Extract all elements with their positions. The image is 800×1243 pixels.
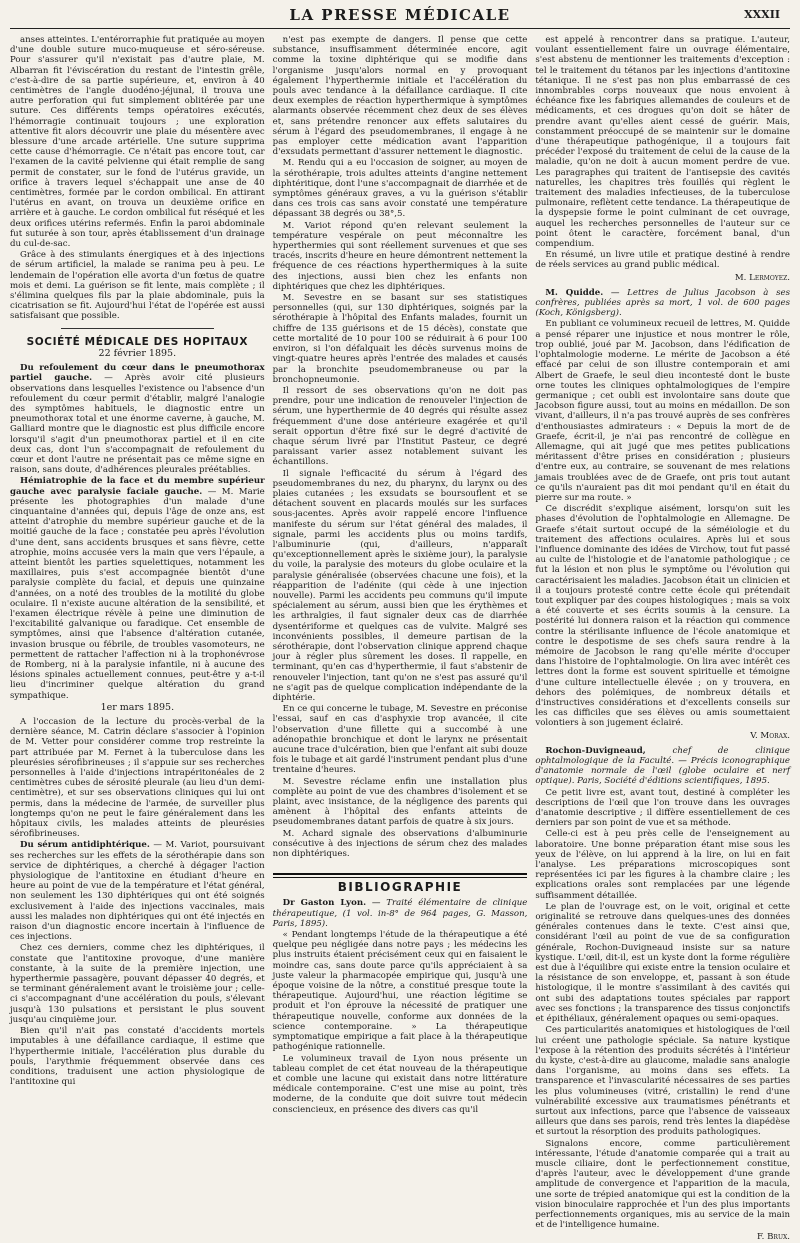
session-date: 22 février 1895. bbox=[98, 347, 177, 359]
subsection-title: Hémiatrophie de la face et du membre supérieur gauche avec paralysie faciale gauche. bbox=[10, 476, 265, 497]
paragraph: En ce qui concerne le tubage, M. Sevestre en préconise l'essai, sauf en cas d'asphyxie trop avancée, il cite l'observation d'une fillette qui a succombé à une adénopathie bronchique et dont le larynx ne présentait aucune trace d'ulcération, bien que l'enfant ait subi douze fois le tubage et ait gardé l'instrument pendant plus d'une trentaine d'heures. bbox=[272, 704, 528, 776]
paragraph: est appelé à rencontrer dans sa pratique. L'auteur, voulant essentiellement faire un ouvrage élémentaire, s'est abstenu de mentionner les traitements d'exception : tel le traitement du tétanos par les injections d'antitoxine tétanique. Il ne s'est pas non plus embarrassé de ces innombrables corps nouveaux que nous envoient à échéance fixe les fabriques allemandes de couleurs et de médicaments, et ces drogues qu'on doit se hâter de prendre avant qu'elles aient cessé de guérir. Mais, constamment préoccupé de se maintenir sur le domaine d'une thérapeutique pathogénique, il a toujours fait précéder l'exposé du traitement de celui de la cause de la maladie, qu'on ne doit à aucun moment perdre de vue. Les paragraphes qui traitent de l'antisepsie des cavités naturelles, les chapitres très fouillés qui règlent le traitement des maladies infectieuses, de la tuberculose pulmonaire, reflètent cette tendance. La thérapeutique de la dyspepsie forme le point culminant de cet ouvrage, auquel les recherches personnelles de l'auteur sur ce point ôtent le caractère, forcément banal, d'un compendium. bbox=[535, 35, 791, 250]
signature: V. Morax. bbox=[750, 730, 791, 741]
section-title: SOCIÉTÉ MÉDICALE DES HOPITAUX bbox=[26, 335, 249, 348]
paragraph: Signalons encore, comme particulièrement intéressante, l'étude d'anatomie comparée qui a trait au muscle ciliaire, dont le perfectionnement constitue, d'après l'auteur, avec le développement d'une grande amplitude de convergence et l'apparition de la macula, une sorte de trépied anatomique qui est la condition de la vision binoculaire rapprochée et l'un des plus importants perfectionnements organiques, mis au service de la main et de l'intelligence humaine. bbox=[535, 1138, 791, 1231]
signature: M. Lermoyez. bbox=[734, 272, 791, 283]
columns bbox=[10, 29, 791, 1243]
entry-author: M. Quidde. bbox=[545, 287, 604, 298]
paragraph: M. Sevestre en se basant sur ses statistiques personnelles (qui, sur 130 diphtériques, soignés par la sérothérapie à l'hôpital des Enfants malades, fournit un chiffre de 135 guérisons et de 15 décès), constate que cette mortalité de 10 pour 100 se réduirait à 6 pour 100 environ, si l'on défalquait les décès survenus moins de vingt-quatre heures après l'entrée des malades et causés par la bronchite pseudomembraneuse ou par la bronchopneumonie. bbox=[272, 293, 528, 385]
signature: F. Brux. bbox=[757, 1232, 791, 1243]
paragraph: A l'occasion de la lecture du procès-verbal de la dernière séance, M. Catrin déclare s'associer à l'opinion de M. Vetter pour considérer comme trop restreinte la part attribuée par M. Fernet à la tuberculose dans les pleurésies sérofibrineuses ; il s'appuie sur ses recherches personnelles à l'aide d'injections intrapéritonéales de 2 centimètres cubes de sérosité pleurale (au lieu d'un demi-centimètre), et sur ses observations cliniques qui lui ont permis, dans la médecine de l'armée, de surveiller plus longtemps qu'on ne peut le faire généralement dans les hôpitaux civils, les malades atteints de pleurésies sérofibrineuses. bbox=[10, 717, 265, 840]
paragraph: En publiant ce volumineux recueil de lettres, M. Quidde a pensé réparer une injustice et nous montrer le rôle, trop oublié, joué par M. Jacobson, dans l'édification de l'ophtalmologie moderne. Le mérite de Jacobson a été effacé par celui de son illustre contemporain et ami Albert de Graefe, le seul dieu incontesté dont le buste orne toutes les cliniques ophtalmologiques de l'empire germanique ; cet oubli est involontaire sans doute que Jacobson figure aussi, tout au moins en médaillon. De son vivant, d'ailleurs, il n'a pas trouvé auprès de ses confrères d'enthousiastes admirateurs : « Depuis la mort de de Graefe, écrit-il, je n'ai pas rencontré de collègue en Allemagne, qui ait jugé que mes petites publications méritassent d'être prises en considération ; plusieurs d'entre eux, au contraire, se souvenant de mes relations jamais troublées avec de de Graefe, ont pris tout autant ce qu'ils n'auraient pas dit moi pendant qu'il en était du pierre sur ma route. » bbox=[535, 319, 791, 503]
subsection-text: — M. Marie présente les photographies d'un malade d'une cinquantaine d'années qui, depuis l'âge de onze ans, est atteint d'atrophie du membre supérieur gauche et de la moitié gauche de la face ; constatée peu après l'évolution d'une dent, sans accidents brusques et sans fièvre, cette atrophie, moins accusée vers la main que vers l'épaule, a atteint bientôt les parties squelettiques, notamment les maxillaires, puis s'est accompagnée bientôt d'une paralysie complète du facial, et depuis une quinzaine d'années, on a noté des troubles de la motilité du globe oculaire. Il n'existe aucune altération de la sensibilité, et l'examen électrique révèle à peine une diminution de l'excitabilité galvanique ou faradique. Cet ensemble de symptômes, ainsi que l'absence d'altération cutanée, invasion brusque ou fébrile, de troubles vasomoteurs, ne permettent de rattacher l'affection ni à la trophonévrose de Romberg, ni à la paralysie infantile, ni à aucune des lésions spinales actuellement connues, peut-être y a-t-il lieu d'incriminer quelque altération du grand sympathique. bbox=[10, 486, 265, 701]
paragraph bbox=[10, 840, 265, 942]
subsection-title: Du refoulement du cœur dans le pneumothorax partiel gauche. bbox=[10, 363, 265, 384]
section-divider bbox=[273, 873, 528, 878]
session-date: 1er mars 1895. bbox=[100, 701, 175, 713]
journal-title: LA PRESSE MÉDICALE bbox=[289, 6, 511, 24]
bibliography-title: BIBLIOGRAPHIE bbox=[337, 880, 463, 895]
entry-author: Rochon-Duvigneaud, bbox=[545, 745, 646, 756]
column-3 bbox=[535, 35, 791, 1243]
bibliography-entry bbox=[535, 288, 790, 319]
paragraph: anses atteintes. L'entérorraphie fut pratiquée au moyen d'une double suture muco-muqueuse et séro-séreuse. Pour s'assurer qu'il n'existait pas d'autre plaie, M. Albarran fit l'éviscération du restant de l'intestin grêle, c'est-à-dire de sa partie supérieure, et, environ à 40 centimètres de l'angle duodéno-jéjunal, il trouva une autre perforation qui fut simplement oblitérée par une suture. Ces différents temps opératoires exécutés, l'hémorragie continuait toujours ; une exploration attentive fit alors découvrir une plaie du mésentère avec blessure d'une arcade artérielle. Une suture supprima cette cause d'hémorragie. Ce n'était pas encore tout, car l'examen de la cavité pelvienne qui était remplie de sang permit de constater, sur le fond de l'utérus gravide, un orifice à travers lequel s'échappait une anse de 40 centimètres, formée par le cordon ombilical. En attirant l'utérus en avant, on trouva un deuxième orifice en arrière et à gauche. Le cordon ombilical fut réséqué et les deux orifices utérins refermés. Enfin la paroi abdominale fut suturée à son tour, après établissement d'un drainage du cul-de-sac. bbox=[10, 35, 265, 250]
paragraph: Le volumineux travail de Lyon nous présente un tableau complet de cet état nouveau de la thérapeutique et comble une lacune qui existait dans notre littérature médicale contemporaine. C'est une mise au point, très moderne, de la conduite que doit suivre tout médecin consciencieux, en présence des divers cas qu'il bbox=[272, 1053, 528, 1115]
paragraph: M. Achard signale des observations d'albuminurie consécutive à des injections de sérum chez des malades non diphtériques. bbox=[272, 828, 528, 860]
page-number: XXXII bbox=[744, 8, 780, 21]
paragraph bbox=[10, 363, 265, 475]
paragraph: Il signale l'efficacité du sérum à l'égard des pseudomembranes du nez, du pharynx, du larynx ou des plaies cutanées ; les exsudats se boursouflent et se détachent souvent en placards moulés sur les surfaces sous-jacentes. Après avoir rappelé encore l'influence manifeste du sérum sur l'état général des malades, il signale, parmi les accidents plus ou moins tardifs, l'albuminurie (qui, d'ailleurs, n'apparaît qu'exceptionnellement après le sixième jour), la paralysie du voile, la paralysie des moteurs du globe oculaire et la paralysie généralisée (observées chacune une fois), et la réapparition de l'adénite (qui cède à une injection nouvelle). Parmi les accidents peu communs qu'il impute spécialement au sérum, aussi bien que les érythèmes et les arthralgies, il faut signaler deux cas de diarrhée dysentériforme et quelques cas de vulvite. Malgré ses inconvénients possibles, il demeure partisan de la sérothérapie, dont l'observation clinique apprend chaque jour à régler plus sûrement les doses. Il rappelle, en terminant, qu'en cas d'hyperthermie, il faut s'abstenir de renouveler l'injection, tant qu'on ne s'est pas assuré qu'il ne s'agit pas de quelque complication indépendante de la diphtérie. bbox=[272, 468, 528, 703]
paragraph: « Pendant longtemps l'étude de la thérapeutique a été quelque peu négligée dans notre pays ; les médecins les plus instruits étaient précisément ceux qui en faisaient le moindre cas, sans doute parce qu'ils appréciaient à sa juste valeur la pharmacopée empirique qui, jusqu'à une époque voisine de la nôtre, a constitué presque toute la thérapeutique. Aujourd'hui, une réaction légitime se produit et l'on éprouve la nécessité de pratiquer une thérapeutique nouvelle, conforme aux données de la science contemporaine. » La thérapeutique symptomatique empirique a fait place à la thérapeutique pathogénique rationnelle. bbox=[272, 930, 528, 1053]
divider bbox=[61, 328, 214, 329]
paragraph: Grâce à des stimulants énergiques et à des injections de sérum artificiel, la malade se ranima peu à peu. Le lendemain de l'opération elle avorta d'un fœtus de quatre mois et demi. La guérison se fit lente, mais complète ; il s'élimina quelques fils par la plaie abdominale, puis la cicatrisation se fit. Aujourd'hui l'état de l'opérée est aussi satisfaisant que possible. bbox=[10, 250, 265, 322]
subsection-text: — M. Variot, poursuivant ses recherches sur les effets de la sérothérapie dans son service de diphtériques, a cherché à dégager l'action physiologique de l'antitoxine en étudiant d'heure en heure au point de vue de la température et l'état général, non seulement les 130 diphtériques qui ont été soignés exclusivement à l'aide des injections vaccinales, mais aussi les malades non diphtériques qui ont été injectés en raison d'un diagnostic encore incertain à l'influence de ces injections. bbox=[10, 840, 265, 943]
paragraph: M. Variot répond qu'en relevant seulement la température vespérale on peut méconnaître les hyperthermies qui sont réellement survenues et que ses tracés, inscrits d'heure en heure démontrent nettement la fréquence de ces réactions hyperthermiques à la suite des injections, aussi bien chez les enfants non diphtériques que chez les diphtériques. bbox=[272, 220, 528, 292]
paragraph: M. Sevestre réclame enfin une installation plus complète au point de vue des chambres d'isolement et se plaint, avec insistance, de la négligence des parents qui amènent à l'hôpital des enfants atteints de pseudomembranes datant parfois de quatre à six jours. bbox=[272, 776, 528, 828]
column-1 bbox=[10, 35, 265, 1125]
entry-title: — Traité élémentaire de clinique thérapeutique, (1 vol. in-8° de 964 pages, G. Masson, Paris, 1895). bbox=[272, 898, 528, 929]
bibliography-entry bbox=[535, 746, 790, 787]
paragraph: Bien qu'il n'ait pas constaté d'accidents mortels imputables à une défaillance cardiaque, il estime que l'hyperthermie initiale, l'accélération plus durable du pouls, l'arythmie fréquemment observée dans ces conditions, traduisent une action physiologique de l'antitoxine qui bbox=[10, 1026, 265, 1088]
paragraph bbox=[10, 476, 265, 700]
entry-author: Dr Gaston Lyon. bbox=[282, 898, 367, 909]
paragraph: En résumé, un livre utile et pratique destiné à rendre de réels services au grand public médical. bbox=[535, 250, 791, 271]
bibliography-entry bbox=[273, 898, 528, 929]
paragraph: Ces particularités anatomiques et histologiques de l'œil lui créent une pathologie spéciale. Sa nature kystique l'expose à la rétention des produits sécrétés à l'intérieur du kyste, c'est-à-dire au glaucome, maladie sans analogie dans l'organisme, au moins dans ses effets. La transparence et l'invascularité nécessaires de ses parties les plus volumineuses (vitré, cristallin) le rend d'une vulnérabilité excessive aux traumatismes pénétrants et surtout aux infections, parce que l'absence de vaisseaux ailleurs que dans ses parois, rend très lentes la diapédèse et surtout la résorption des produits pathologiques. bbox=[535, 1025, 791, 1138]
column-2 bbox=[273, 35, 528, 1125]
masthead bbox=[10, 0, 790, 29]
paragraph: Ce petit livre est, avant tout, destiné à compléter les descriptions de l'œil que l'on trouve dans les ouvrages d'anatomie descriptive ; il diffère essentiellement de ces derniers par son point de vue et sa méthode. bbox=[535, 787, 791, 829]
paragraph: n'est pas exempte de dangers. Il pense que cette substance, insuffisamment déterminée encore, agit comme la toxine diphtérique qui se modifie dans l'organisme jusqu'alors normal en y provoquant également l'hyperthermie initiale et l'accélération du pouls avec tendance à la défaillance cardiaque. Il cite deux exemples de réaction hyperthermique à symptômes alarmants observée récemment chez deux de ses élèves et, sans prétendre renoncer aux effets salutaires du sérum à l'égard des pseudomembranes, il engage à ne pas employer cette médication avant l'apparition d'exsudats permettant d'assurer nettement le diagnostic. bbox=[272, 35, 528, 158]
paragraph: Il ressort de ses observations qu'on ne doit pas prendre, pour une indication de renouveler l'injection de sérum, une hyperthermie de 40 degrés qui résulte assez fréquemment d'une dose antérieure exagérée et qu'il serait opportun d'être fixé sur le degré d'activité de chaque sérum livré par l'Institut Pasteur, ce degré paraissant varier assez notablement suivant les échantillons. bbox=[272, 385, 528, 468]
entry-title: — Lettres de Julius Jacobson à ses confrères, publiées après sa mort, 1 vol. de 600 pages (Koch, Königsberg). bbox=[535, 287, 791, 319]
subsection-text: — Après avoir cité plusieurs observations dans lesquelles l'existence ou l'absence d'un refoulement du cœur permit d'établir, malgré l'analogie des symptômes habituels, le diagnostic entre un pneumothorax total et une énorme caverne, à gauche, M. Galliard montre que le diagnostic est plus difficile encore lorsqu'il s'agit d'un pneumothorax partiel et il en cite deux cas, dont l'un s'accompagnait de refoulement du cœur et dont l'autre ne présentait pas ce même signe en raison, sans doute, d'adhérences pleurales préétablies. bbox=[10, 373, 265, 476]
paragraph: Le plan de l'ouvrage est, on le voit, original et cette originalité se retrouve dans quelques-unes des données générales contenues dans le texte. C'est ainsi que, considérant l'œil au point de vue de sa configuration générale, Rochon-Duvigneaud insiste sur sa nature kystique. L'œil, dit-il, est un kyste dont la forme régulière est due à l'équilibre qui existe entre la tension oculaire et la résistance de son enveloppe, et, passant à son étude histologique, il le montre s'assimilant à des cavités qui ont subi des adaptations toutes spéciales par rapport avec ses fonctions ; la transparence des tissus conjonctifs et épithéliaux, généralement opaques ou semi-opaques. bbox=[535, 901, 791, 1025]
entry-title: chef de clinique ophtalmologique de la Faculté. — Précis iconographique d'anatomie normale de l'œil (globe oculaire et nerf optique). Paris, Société d'éditions scientifiques, 1895. bbox=[535, 745, 791, 787]
paragraph: Celle-ci est à peu près celle de l'enseignement au laboratoire. Une bonne préparation étant mise sous les yeux de l'élève, on lui apprend à la lire, on lui en fait l'analyse. Les préparations microscopiques sont représentées ici par les figures à la chambre claire ; les explications orales sont remplacées par une légende suffisamment détaillée. bbox=[535, 829, 791, 901]
subsection-title: Du sérum antidiphtérique. bbox=[20, 840, 150, 851]
paragraph: M. Rendu qui a eu l'occasion de soigner, au moyen de la sérothérapie, trois adultes atteints d'angine nettement diphtéritique, dont l'une s'accompagnait de diarrhée et de symptômes généraux graves, a vu la guérison s'établir dans ces trois cas sans avoir constaté une température dépassant 38 degrés ou 38°,5. bbox=[272, 158, 528, 220]
paragraph: Ce discrédit s'explique aisément, lorsqu'on suit les phases d'évolution de l'ophtalmologie en Allemagne. De Graefe s'était surtout occupé de la séméiologie et du traitement des affections oculaires. Après lui et sous l'influence dominante des idées de Virchow, tout fut passé au culte de l'histologie et de l'anatomie pathologique ; ce fut la lésion et non plus le symptôme ou l'évolution qui caractérisaient les maladies. Jacobson était un clinicien et il a toujours protesté contre cette école qui prétendait tout expliquer par des coupes histologiques ; mais sa voix a été couverte et ses écrits soumis à la censure. La postérité lui donnera raison et la réaction qui commence contre la stérilisante influence de l'école anatomique et contre le despotisme de ses chefs saura rendre à la mémoire de Jacobson le rang qu'elle mérite d'occuper dans l'histoire de l'ophtalmologie. On lira avec intérêt ces lettres dont la forme est souvent spirituelle et témoigne d'une culture intellectuelle élevée ; on y trouvera, en dehors des polémiques, de nombreux détails et d'instructives considérations et d'excellents conseils sur les cas difficiles que ses élèves ou amis soumettaient volontiers à son jugement éclairé. bbox=[535, 504, 791, 729]
paragraph: Chez ces derniers, comme chez les diphtériques, il constate que l'antitoxine provoque, d'une manière constante, à la suite de la première injection, une hyperthermie passagère, pouvant dépasser 40 degrés, et se terminant généralement avant le troisième jour ; celle-ci s'accompagnant d'une accélération du pouls, s'élevant jusqu'à 130 pulsations et persistant le plus souvent jusqu'au cinquième jour. bbox=[10, 943, 265, 1025]
